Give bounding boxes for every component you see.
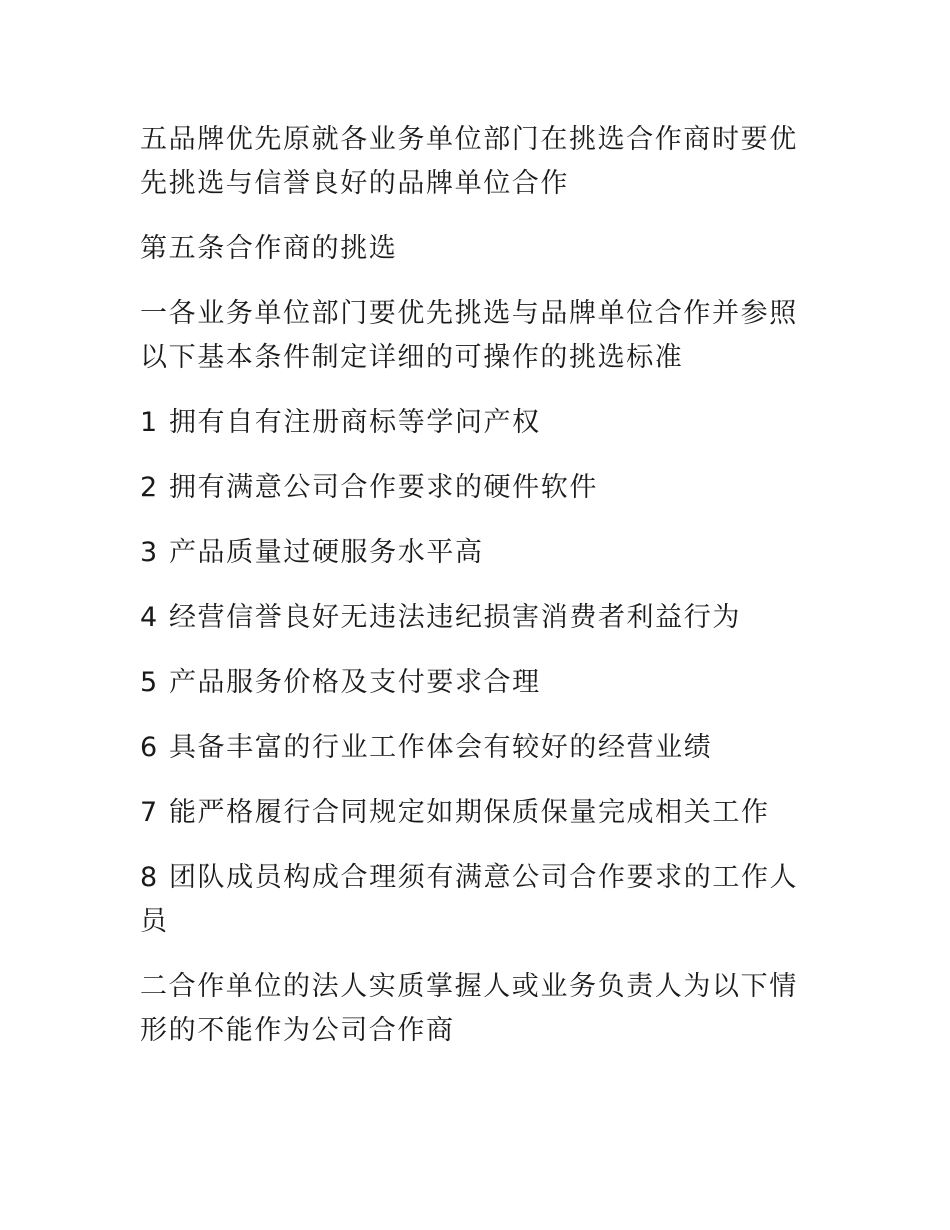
- list-item-3: 3 产品质量过硬服务水平高: [140, 537, 484, 568]
- list-item-7: 7 能严格履行合同规定如期保质保量完成相关工作: [140, 797, 770, 828]
- list-item-8: 8 团队成员构成合理须有满意公司合作要求的工作人员: [140, 862, 799, 937]
- list-item-5: 5 产品服务价格及支付要求合理: [140, 667, 541, 698]
- list-item-6: 6 具备丰富的行业工作体会有较好的经营业绩: [140, 732, 713, 763]
- list-item-4: 4 经营信誉良好无违法违纪损害消费者利益行为: [140, 602, 741, 633]
- paragraph-brand-priority: 五品牌优先原就各业务单位部门在挑选合作商时要优先挑选与信誉良好的品牌单位合作: [140, 124, 798, 199]
- paragraph-selection-criteria: 一各业务单位部门要优先挑选与品牌单位合作并参照以下基本条件制定详细的可操作的挑选标准: [140, 298, 798, 373]
- list-item-2: 2 拥有满意公司合作要求的硬件软件: [140, 472, 598, 503]
- section-heading-article-5: 第五条合作商的挑选: [140, 233, 398, 264]
- list-item-1: 1 拥有自有注册商标等学问产权: [140, 407, 541, 438]
- document-page: [140, 118, 810, 1074]
- paragraph-exclusion: 二合作单位的法人实质掌握人或业务负责人为以下情形的不能作为公司合作商: [140, 971, 798, 1046]
